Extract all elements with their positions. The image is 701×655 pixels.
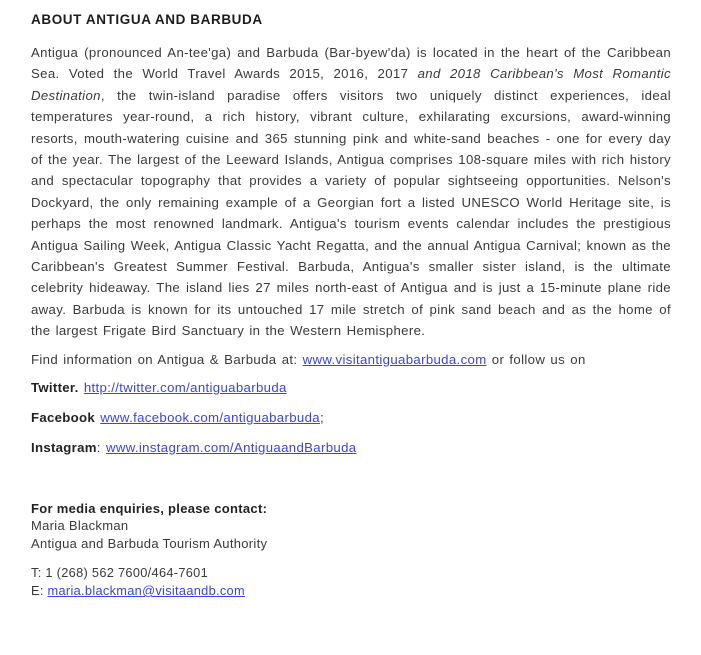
instagram-row <box>31 437 671 458</box>
instagram-label: Instagram <box>31 440 97 456</box>
instagram-link[interactable]: www.instagram.com/AntiguaandBarbuda <box>105 440 357 456</box>
facebook-suffix: ; <box>319 410 324 426</box>
intro-paragraph <box>31 42 671 342</box>
email-link[interactable]: maria.blackman@visitaandb.com <box>47 583 245 598</box>
facebook-link[interactable]: www.facebook.com/antiguabarbuda <box>100 410 320 426</box>
facebook-row <box>31 407 671 428</box>
facebook-label: Facebook <box>31 410 95 426</box>
email-prefix: E: <box>31 583 48 598</box>
find-info-paragraph <box>31 349 671 370</box>
page-title: ABOUT ANTIGUA AND BARBUDA <box>31 12 263 27</box>
twitter-row <box>31 377 671 398</box>
instagram-separator: : <box>96 440 106 456</box>
intro-text-rest: , the twin-island paradise offers visitors two uniquely distinct experiences, ideal temperatures year-round, a rich history, vibrant culture, exhilarating excursions, award-winning resorts, mouth-watering cuisine and 365 stunning pink and white-sand beaches - one for every day of the year. The largest of the Leeward Islands, Antigua comprises 108-square miles with rich history and spectacular topography that provides a variety of popular sightseeing opportunities. Nelson's Dockyard, the only remaining example of a Georgian fort a listed UNESCO World Heritage site, is perhaps the most renowned landmark. Antigua's tourism events calendar includes the prestigious Antigua Sailing Week, Antigua Classic Yacht Regatta, and the annual Antigua Carnival; known as the Caribbean's Greatest Summer Festival. Barbuda, Antigua's smaller sister island, is the ultimate celebrity hideaway. The island lies 27 miles north-east of Antigua and is just a 15-minute plane ride away. Barbuda is known for its untouched 17 mile stretch of pink sand beach and as the home of the largest Frigate Bird Sanctuary in the Western Hemisphere. <box>31 87 671 339</box>
find-info-text: Find information on Antigua & Barbuda at: <box>31 351 303 367</box>
contact-organization: Antigua and Barbuda Tourism Authority <box>31 535 268 551</box>
contact-details-block <box>31 564 671 600</box>
find-info-text-after: or follow us on <box>486 351 586 367</box>
contact-name: Maria Blackman <box>31 518 129 533</box>
media-contact-block <box>31 500 671 553</box>
contact-heading: For media enquiries, please contact: <box>31 500 268 516</box>
twitter-link[interactable]: http://twitter.com/antiguabarbuda <box>83 380 287 396</box>
intro-italic-award-title: and 2018 Caribbean's Most Romantic Destination <box>31 66 672 103</box>
visitantiguabarbuda-link[interactable]: www.visitantiguabarbuda.com <box>302 351 487 367</box>
twitter-label: Twitter. <box>31 380 79 396</box>
intro-text-start: Antigua (pronounced An-tee'ga) and Barbuda (Bar-byew'da) is located in the heart of the Caribbean Sea. Voted the World Travel Awards 2015, 2016, 2017 <box>31 45 671 82</box>
contact-email-line <box>31 582 671 600</box>
contact-phone: T: 1 (268) 562 7600/464-7601 <box>31 565 209 580</box>
